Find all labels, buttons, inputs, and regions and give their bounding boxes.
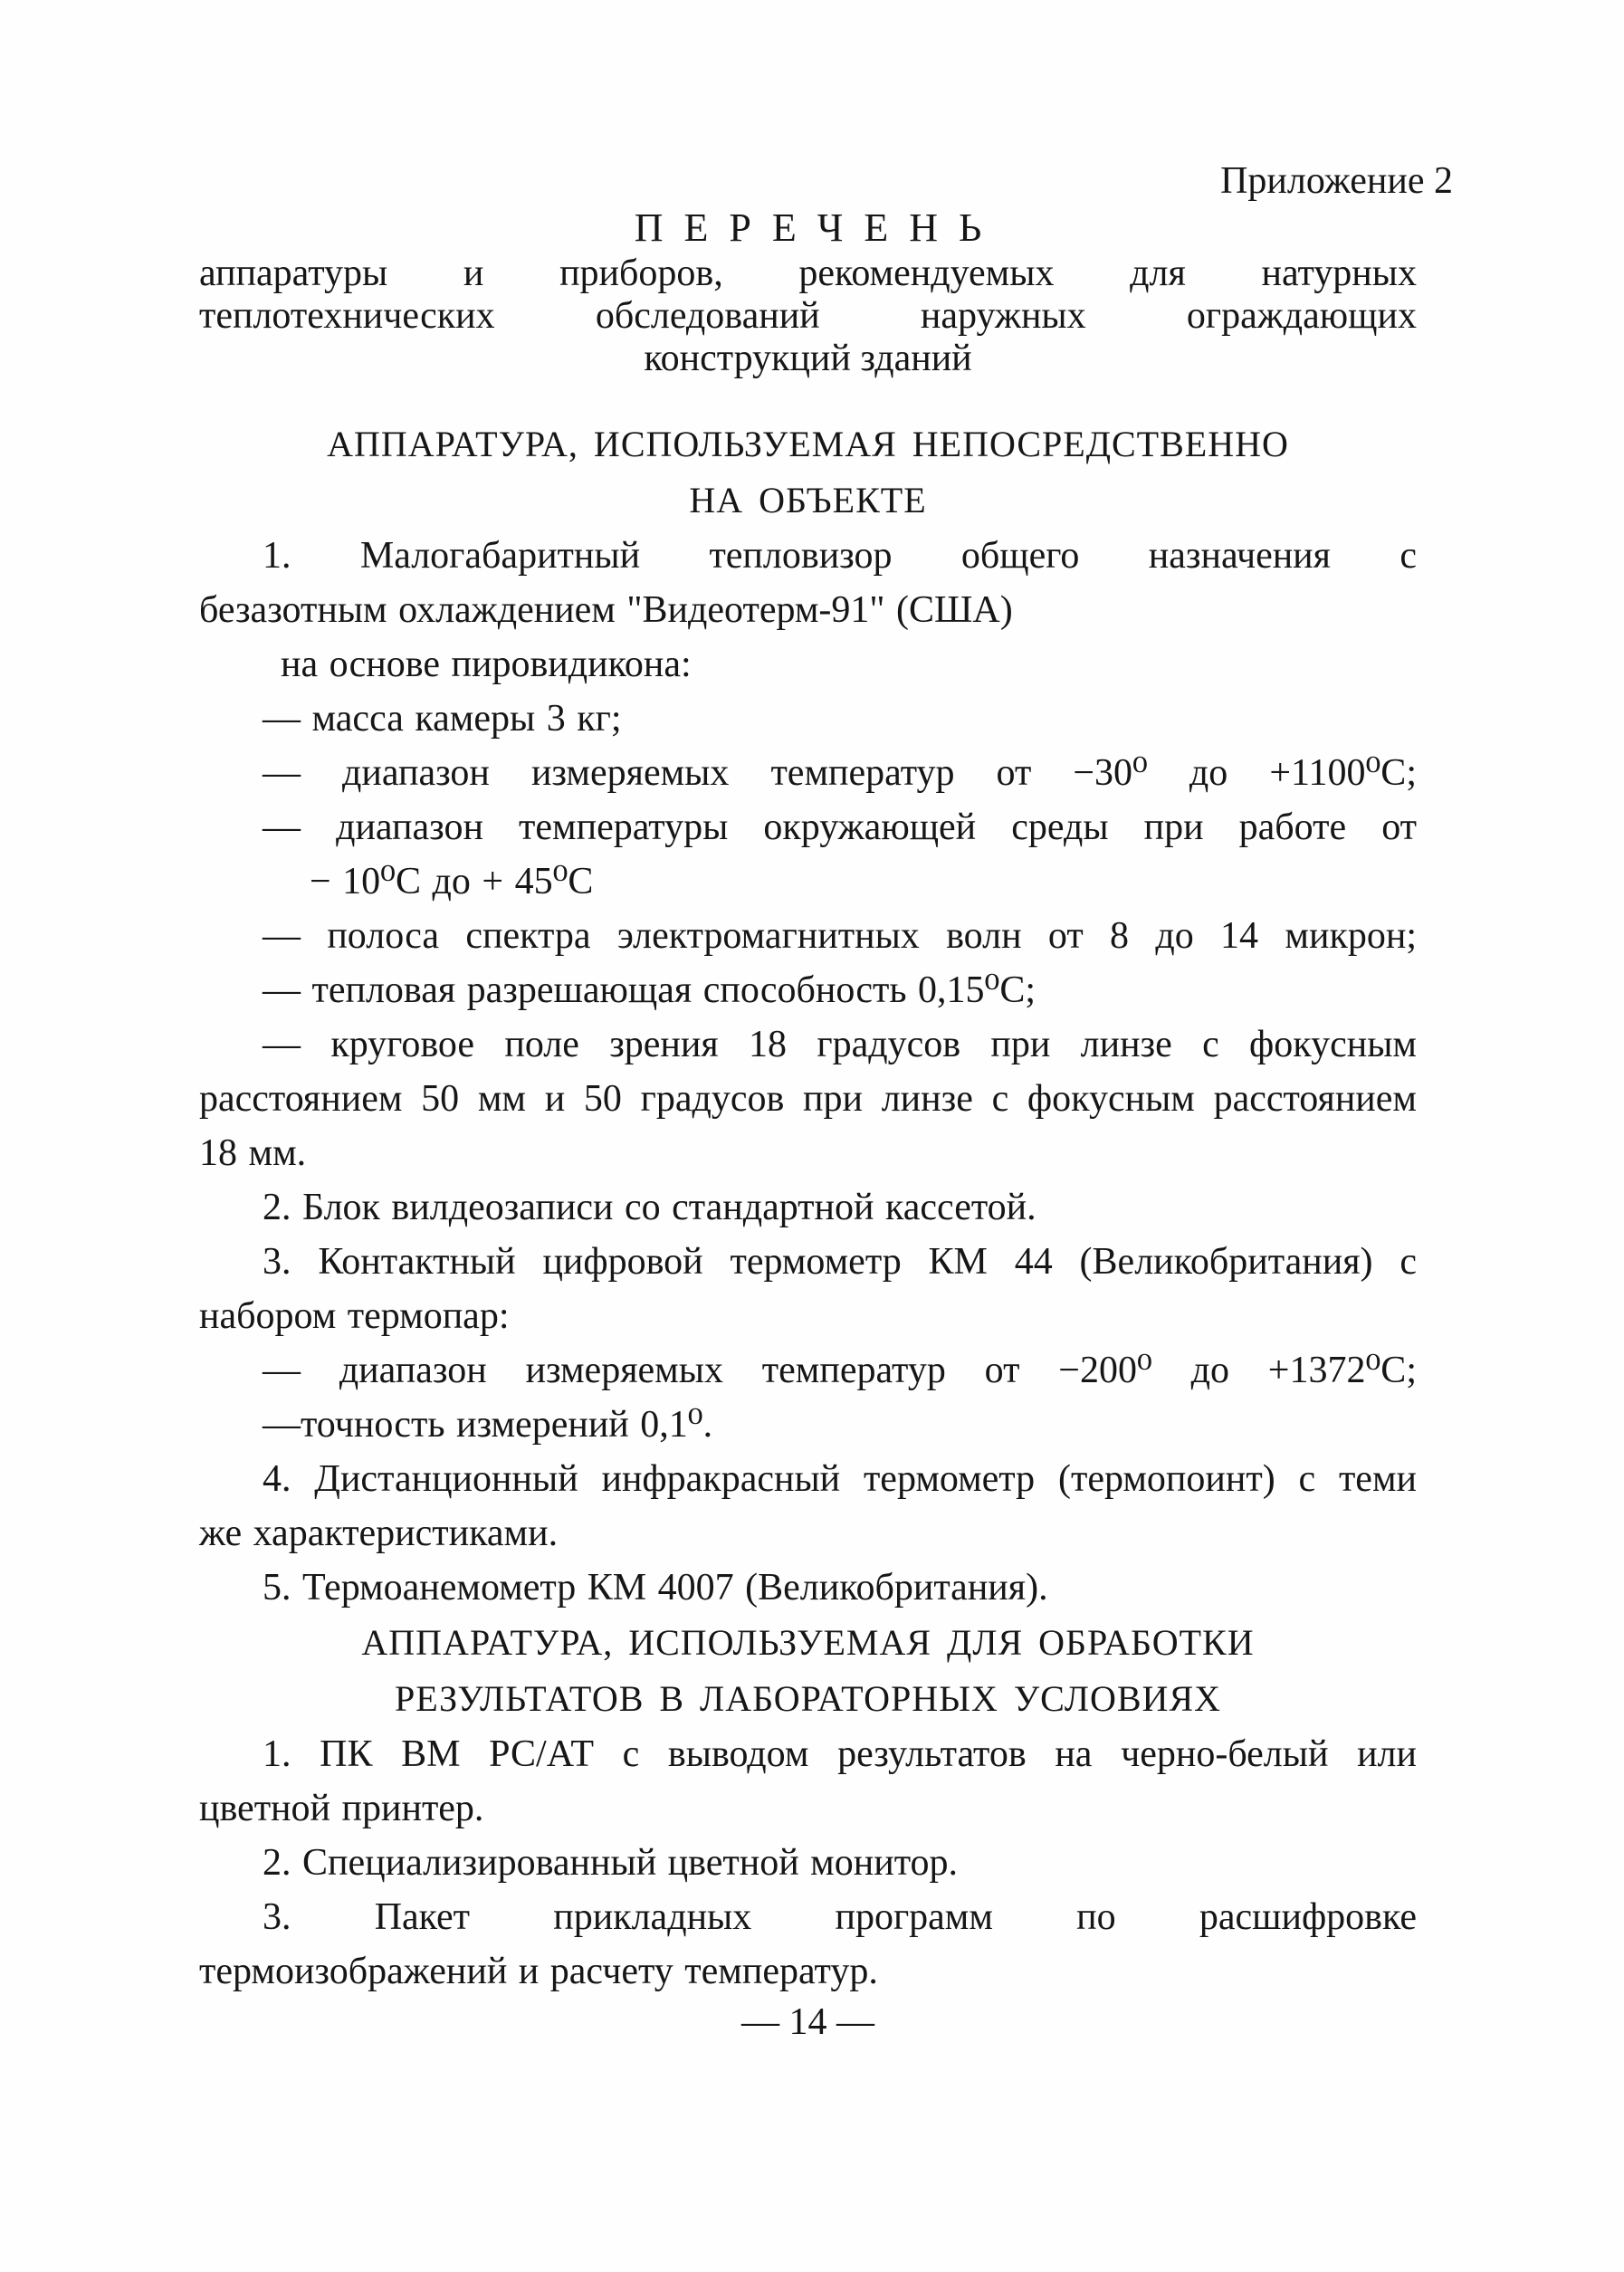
section-heading-line: АППАРАТУРА, ИСПОЛЬЗУЕМАЯ НЕПОСРЕДСТВЕННО (327, 424, 1289, 464)
body-line: набором термопар: (199, 1295, 510, 1337)
body-line: — масса камеры 3 кг; (263, 698, 622, 740)
document-content (199, 158, 1453, 2046)
subtitle-line: теплотехнических обследований наружных ограждающих (199, 295, 1417, 337)
body-line: 2. Блок вилдеозаписи со стандартной кассетой. (263, 1187, 1036, 1228)
body-line: — полоса спектра электромагнитных волн от 8 до 14 микрон; (263, 915, 1417, 957)
body-line: — диапазон измеряемых температур от −30⁰ до +1100⁰С; (263, 752, 1417, 794)
body-line: расстоянием 50 мм и 50 градусов при линзе с фокусным расстоянием (199, 1078, 1417, 1120)
section-heading-line: АППАРАТУРА, ИСПОЛЬЗУЕМАЯ ДЛЯ ОБРАБОТКИ (361, 1622, 1255, 1663)
section-lab-body (199, 1727, 1417, 1999)
document-title: П Е Р Е Ч Е Н Ь (634, 205, 982, 250)
body-line: же характеристиками. (199, 1513, 559, 1554)
body-line: − 10⁰С до + 45⁰С (310, 861, 594, 902)
section-heading-lab (199, 1615, 1417, 1727)
body-line: 1. Малогабаритный тепловизор общего назначения с (263, 535, 1417, 577)
section-heading-line: РЕЗУЛЬТАТОВ В ЛАБОРАТОРНЫХ УСЛОВИЯХ (394, 1678, 1222, 1719)
body-line: на основе пировидикона: (281, 644, 692, 685)
body-line: 18 мм. (199, 1132, 307, 1174)
body-line: — диапазон измеряемых температур от −200⁰ до +1372⁰С; (263, 1350, 1417, 1391)
section-heading-on-site (199, 416, 1417, 529)
subtitle-line: аппаратуры и приборов, рекомендуемых для натурных (199, 253, 1417, 294)
body-line: 3. Контактный цифровой термометр КМ 44 (Великобритания) с (263, 1241, 1417, 1283)
appendix-label: Приложение 2 (1220, 160, 1453, 202)
document-subtitle (199, 253, 1417, 380)
section-on-site-body (199, 529, 1417, 1615)
body-line: термоизображений и расчету температур. (199, 1951, 878, 1992)
spacer (199, 380, 1417, 416)
body-line: 2. Специализированный цветной монитор. (263, 1842, 959, 1884)
section-heading-line: НА ОБЪЕКТЕ (689, 480, 927, 520)
body-line: цветной принтер. (199, 1788, 484, 1829)
body-line: —точность измерений 0,1⁰. (263, 1404, 713, 1446)
page-number: — 14 — (741, 2001, 874, 2043)
body-line: 1. ПК ВМ РС/АТ с выводом результатов на черно-белый или (263, 1733, 1417, 1775)
subtitle-line: конструкций зданий (644, 338, 972, 379)
body-line: 5. Термоанемометр КМ 4007 (Великобритания). (263, 1567, 1048, 1609)
body-line: 4. Дистанционный инфракрасный термометр (термопоинт) с теми (263, 1458, 1417, 1500)
body-line: — диапазон температуры окружающей среды при работе от (263, 807, 1417, 848)
body-line: — тепловая разрешающая способность 0,15⁰С; (263, 969, 1036, 1011)
body-line: — круговое поле зрения 18 градусов при линзе с фокусным (263, 1024, 1417, 1065)
body-line: безазотным охлаждением "Видеотерм-91" (США) (199, 589, 1013, 631)
body-line: 3. Пакет прикладных программ по расшифровке (263, 1896, 1417, 1938)
